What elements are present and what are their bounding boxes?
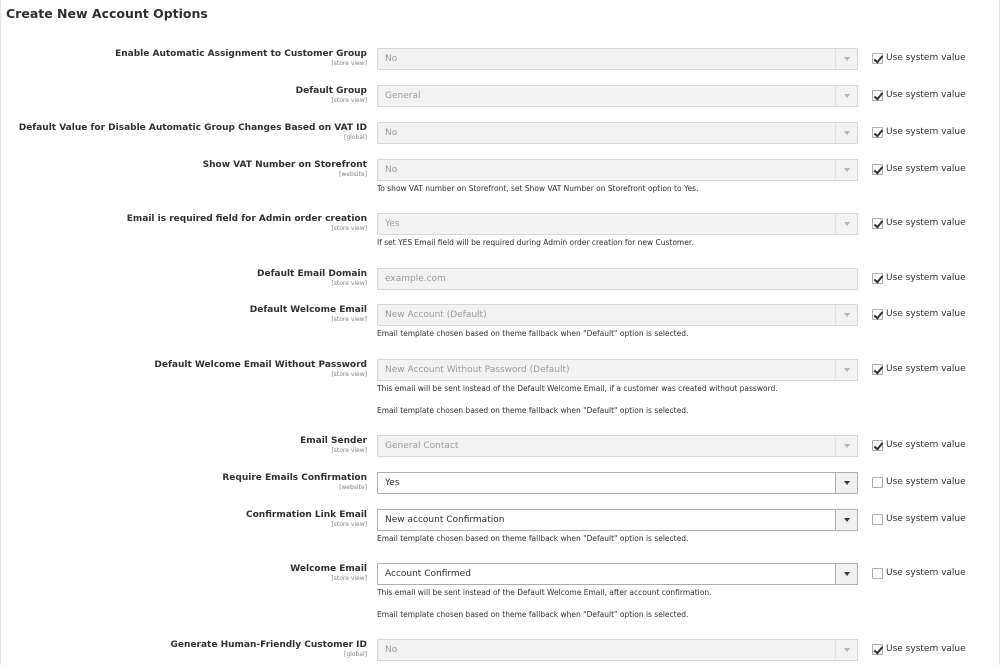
use-system-value-label: Use system value <box>886 477 966 487</box>
select-value: No <box>385 645 398 655</box>
select-value: Account Confirmed <box>385 569 471 579</box>
chevron-down-icon[interactable] <box>835 473 857 493</box>
chevron-down-icon <box>835 49 857 69</box>
select-value: General Contact <box>385 441 459 451</box>
field-scope: [store view] <box>331 521 367 528</box>
require-email-confirmation-select[interactable] <box>377 472 858 494</box>
use-system-value-label: Use system value <box>886 164 966 174</box>
vat-group-changes-select[interactable] <box>377 122 858 144</box>
default-email-domain-input[interactable] <box>377 268 858 290</box>
field-scope: [store view] <box>331 316 367 323</box>
chevron-down-icon <box>835 436 857 456</box>
field-scope: [store view] <box>331 575 367 582</box>
use-system-value-label: Use system value <box>886 440 966 450</box>
use-system-value-label: Use system value <box>886 127 966 137</box>
select-value: New Account Without Password (Default) <box>385 365 570 375</box>
use-system-value-checkbox[interactable] <box>872 90 883 101</box>
use-system-value-checkbox[interactable] <box>872 53 883 64</box>
field-label: Require Emails Confirmation <box>222 473 367 483</box>
use-system-value-checkbox[interactable] <box>872 440 883 451</box>
field-label: Email Sender <box>300 436 367 446</box>
use-system-value-label: Use system value <box>886 273 966 283</box>
use-system-value-checkbox[interactable] <box>872 127 883 138</box>
use-system-value-label: Use system value <box>886 218 966 228</box>
use-system-value-label: Use system value <box>886 90 966 100</box>
welcome-email-no-password-select[interactable] <box>377 359 858 381</box>
field-scope: [global] <box>344 651 367 658</box>
field-scope: [store view] <box>331 60 367 67</box>
select-value: No <box>385 165 398 175</box>
chevron-down-icon[interactable] <box>835 564 857 584</box>
select-value: Yes <box>385 478 400 488</box>
welcome-email-select[interactable] <box>377 563 858 585</box>
default-welcome-email-select[interactable] <box>377 304 858 326</box>
field-scope: [store view] <box>331 280 367 287</box>
select-value: New account Confirmation <box>385 515 505 525</box>
chevron-down-icon <box>835 305 857 325</box>
use-system-value-checkbox[interactable] <box>872 309 883 320</box>
use-system-value-label: Use system value <box>886 309 966 319</box>
field-note: This email will be sent instead of the Default Welcome Email, after account confirmation. <box>377 588 712 597</box>
field-scope: [global] <box>344 134 367 141</box>
field-label: Default Email Domain <box>257 269 367 279</box>
select-value: No <box>385 54 398 64</box>
select-value: New Account (Default) <box>385 310 487 320</box>
field-note: Email template chosen based on theme fallback when "Default" option is selected. <box>377 610 689 619</box>
field-label: Generate Human-Friendly Customer ID <box>170 640 367 650</box>
use-system-value-checkbox[interactable] <box>872 218 883 229</box>
field-label: Show VAT Number on Storefront <box>202 160 367 170</box>
use-system-value-checkbox[interactable] <box>872 644 883 655</box>
field-scope: [store view] <box>331 225 367 232</box>
use-system-value-checkbox[interactable] <box>872 364 883 375</box>
field-note: This email will be sent instead of the Default Welcome Email, if a customer was created without password. <box>377 384 778 393</box>
default-group-select[interactable] <box>377 85 858 107</box>
field-note: Email template chosen based on theme fallback when "Default" option is selected. <box>377 329 689 338</box>
chevron-down-icon[interactable] <box>835 510 857 530</box>
email-required-select[interactable] <box>377 213 858 235</box>
use-system-value-label: Use system value <box>886 53 966 63</box>
field-scope: [website] <box>339 484 367 491</box>
field-scope: [website] <box>339 171 367 178</box>
field-label: Enable Automatic Assignment to Customer Group <box>115 49 367 59</box>
chevron-down-icon <box>835 160 857 180</box>
field-label: Default Group <box>295 86 367 96</box>
field-label: Default Welcome Email <box>249 305 367 315</box>
use-system-value-checkbox[interactable] <box>872 273 883 284</box>
email-sender-select[interactable] <box>377 435 858 457</box>
chevron-down-icon <box>835 640 857 660</box>
field-scope: [store view] <box>331 447 367 454</box>
field-note: To show VAT number on Storefront, set Show VAT Number on Storefront option to Yes. <box>377 184 699 193</box>
use-system-value-checkbox[interactable] <box>872 514 883 525</box>
field-label: Email is required field for Admin order creation <box>126 214 367 224</box>
field-label: Welcome Email <box>290 564 367 574</box>
field-note: Email template chosen based on theme fallback when "Default" option is selected. <box>377 406 689 415</box>
use-system-value-checkbox[interactable] <box>872 164 883 175</box>
select-value: No <box>385 128 398 138</box>
chevron-down-icon <box>835 123 857 143</box>
show-vat-number-select[interactable] <box>377 159 858 181</box>
confirmation-link-email-select[interactable] <box>377 509 858 531</box>
use-system-value-label: Use system value <box>886 644 966 654</box>
use-system-value-checkbox[interactable] <box>872 477 883 488</box>
human-friendly-id-select[interactable] <box>377 639 858 661</box>
section-title: Create New Account Options <box>6 6 208 21</box>
field-label: Default Value for Disable Automatic Group Changes Based on VAT ID <box>18 123 367 133</box>
field-note: Email template chosen based on theme fallback when "Default" option is selected. <box>377 534 689 543</box>
chevron-down-icon <box>835 360 857 380</box>
use-system-value-label: Use system value <box>886 364 966 374</box>
field-note: If set YES Email field will be required during Admin order creation for new Customer. <box>377 238 694 247</box>
input-value: example.com <box>385 274 446 284</box>
field-scope: [store view] <box>331 371 367 378</box>
field-scope: [store view] <box>331 97 367 104</box>
use-system-value-label: Use system value <box>886 568 966 578</box>
use-system-value-checkbox[interactable] <box>872 568 883 579</box>
field-label: Confirmation Link Email <box>246 510 367 520</box>
field-label: Default Welcome Email Without Password <box>154 360 367 370</box>
select-value: Yes <box>385 219 400 229</box>
use-system-value-label: Use system value <box>886 514 966 524</box>
chevron-down-icon <box>835 214 857 234</box>
chevron-down-icon <box>835 86 857 106</box>
auto-assign-group-select[interactable] <box>377 48 858 70</box>
select-value: General <box>385 91 421 101</box>
